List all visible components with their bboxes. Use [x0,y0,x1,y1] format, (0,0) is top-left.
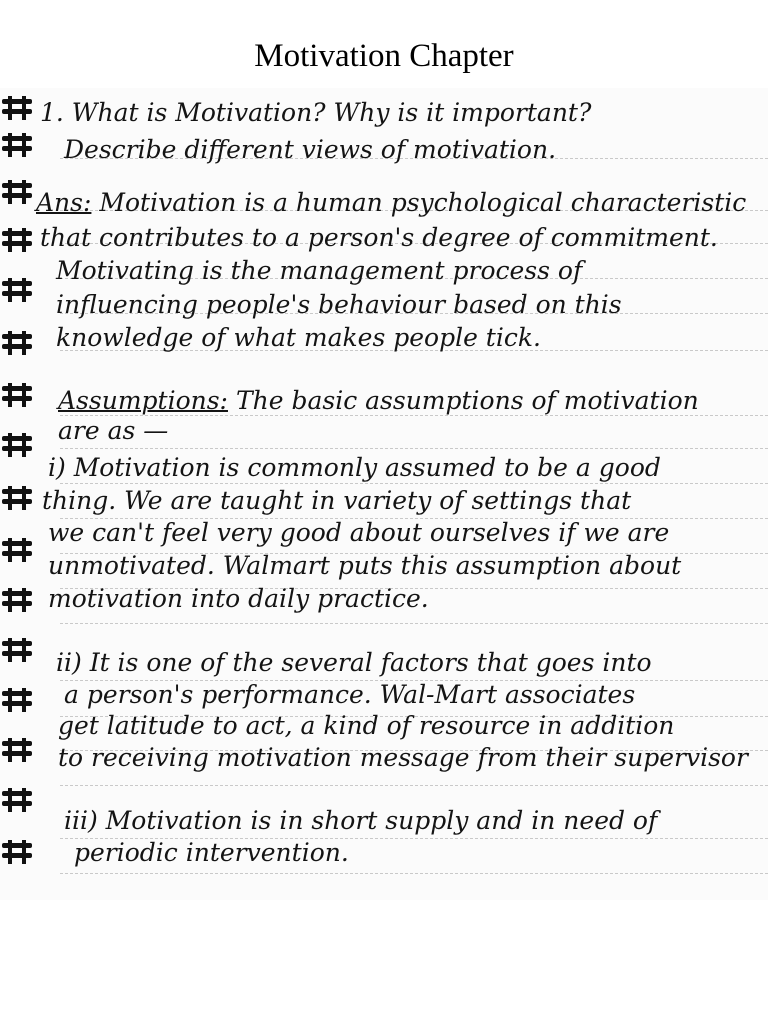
binding-ring [2,538,32,560]
answer-label: Ans: [36,188,92,217]
binding-ring [2,688,32,710]
assumptions-label: Assumptions: [58,386,228,415]
answer-line: influencing people's behaviour based on this [56,290,622,319]
point-line: unmotivated. Walmart puts this assumption about [48,551,682,580]
answer-line: Motivating is the management process of [56,256,583,285]
ruled-line [60,448,768,449]
answer-line: that contributes to a person's degree of commitment. [40,223,718,252]
binding-ring [2,180,32,202]
answer-line [36,190,746,215]
point-line: to receiving motivation message from their supervisor [58,743,748,772]
binding-ring [2,228,32,250]
ruled-line [60,873,768,874]
binding-ring [2,383,32,405]
point-line: i) Motivation is commonly assumed to be a good [48,453,661,482]
point-line: thing. We are taught in variety of settings that [42,486,632,515]
assumptions-text: The basic assumptions of motivation [235,386,699,415]
point-line: we can't feel very good about ourselves if we are [48,518,670,547]
binding-ring [2,331,32,353]
answer-line: knowledge of what makes people tick. [56,323,541,352]
binding-ring [2,840,32,862]
binding-ring [2,486,32,508]
answer-text: Motivation is a human psychological characteristic [99,188,747,217]
binding-ring [2,278,32,300]
binding-ring [2,788,32,810]
binding-ring [2,96,32,118]
point-line: periodic intervention. [74,838,349,867]
point-line: get latitude to act, a kind of resource in addition [58,711,675,740]
assumptions-line: are as — [58,416,169,445]
point-line: a person's performance. Wal-Mart associates [64,680,636,709]
binding-ring [2,738,32,760]
binding-ring [2,133,32,155]
point-line: ii) It is one of the several factors that goes into [56,648,652,677]
question-line: Describe different views of motivation. [64,135,557,164]
ruled-line [60,483,768,484]
assumptions-line [58,388,699,413]
point-line: iii) Motivation is in short supply and in need of [64,806,658,835]
binding-ring [2,588,32,610]
ruled-line [60,785,768,786]
binding-ring [2,433,32,455]
binding-ring [2,638,32,660]
point-line: motivation into daily practice. [48,584,429,613]
ruled-line [60,623,768,624]
question-line: 1. What is Motivation? Why is it important? [40,98,592,127]
page-title: Motivation Chapter [254,38,514,74]
